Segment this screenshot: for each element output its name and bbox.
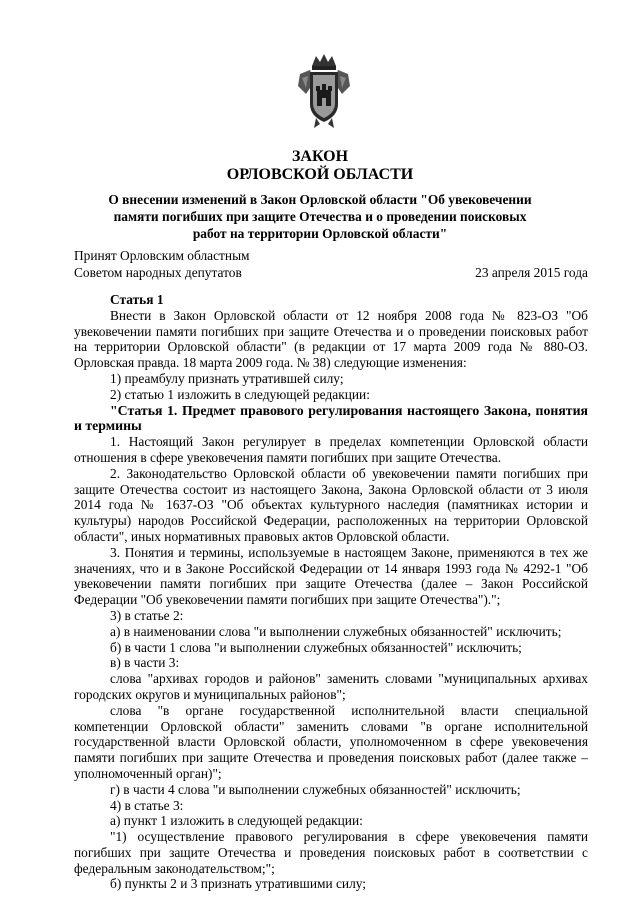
- paragraph: слова "архивах городов и районов" заменить словами "муниципальных архивах городских округов и муниципальных районов";: [74, 671, 588, 702]
- paragraph: 4) в статье 3:: [110, 797, 184, 813]
- adoption-line-2: Советом народных депутатов: [74, 265, 242, 280]
- paragraph: 2) статью 1 изложить в следующей редакции:: [110, 386, 370, 402]
- quoted-article-heading: "Статья 1. Предмет правового регулирования настоящего Закона, понятия и термины: [74, 402, 588, 434]
- paragraph: 2. Законодательство Орловской области об увековечении памяти погибших при защите Отечества состоит из настоящего Закона, Закона Орловской области от 3 июля 2014 года № 1637-ОЗ "Об объектах культурного наследия (памятниках истории и культуры) народов Российской Федерации, расположенных на территории Орловской области", иных нормативных правовых актов Орловской области.: [74, 465, 588, 544]
- paragraph: г) в части 4 слова "и выполнении служебных обязанностей" исключить;: [110, 781, 521, 797]
- paragraph: а) пункт 1 изложить в следующей редакции:: [110, 813, 363, 829]
- adoption-line-1: Принят Орловским областным: [74, 248, 250, 263]
- paragraph: б) в части 1 слова "и выполнении служебных обязанностей" исключить;: [110, 639, 522, 655]
- paragraph: 3. Понятия и термины, используемые в настоящем Законе, применяются в тех же значениях, что и в Законе Российской Федерации от 14 января 1993 года № 4292-1 "Об увековечении памяти погибших при защите Отечества (далее – Закон Российской Федерации "Об увековечении памяти погибших при защите Отечества").";: [74, 544, 588, 608]
- article-heading: Статья 1: [110, 292, 164, 307]
- coat-of-arms-emblem: [296, 52, 352, 132]
- paragraph: "1) осуществление правового регулирования в сфере увековечения памяти погибших при защите Отечества и проведения поисковых работ в соответствии с федеральным законодательством;";: [74, 829, 588, 876]
- paragraph: а) в наименовании слова "и выполнении служебных обязанностей" исключить;: [110, 623, 562, 639]
- paragraph: 3) в статье 2:: [110, 607, 184, 623]
- paragraph: Внести в Закон Орловской области от 12 ноября 2008 года № 823-ОЗ "Об увековечении памяти погибших при защите Отечества и о проведении поисковых работ на территории Орловской области" (в редакции от 17 марта 2009 года № 880-ОЗ. Орловская правда. 18 марта 2009 года. № 38) следующие изменения:: [74, 307, 588, 371]
- paragraph: 1. Настоящий Закон регулирует в пределах компетенции Орловской области отношения в сфере увековечения памяти погибших при защите Отечества.: [74, 434, 588, 465]
- law-region-title: ОРЛОВСКОЙ ОБЛАСТИ: [226, 166, 414, 183]
- paragraph: слова "в органе государственной исполнительной власти специальной компетенции Орловской области" заменить словами "в органе исполнительной государственной власти Орловской области, уполномоченном в сфере увековечения памяти погибших при защите Отечества и проведения поисковых работ (далее также – уполномоченный орган)";: [74, 702, 588, 781]
- paragraph: в) в части 3:: [110, 655, 180, 671]
- paragraph: 1) преамбулу признать утратившей силу;: [110, 370, 344, 386]
- adoption-block: [74, 247, 250, 281]
- adoption-date: 23 апреля 2015 года: [475, 265, 588, 280]
- law-title: ЗАКОН: [291, 148, 349, 165]
- document-body: [74, 292, 588, 892]
- law-subtitle: О внесении изменений в Закон Орловской области "Об увековечении памяти погибших при защите Отечества и о проведении поисковых работ на территории Орловской области": [108, 192, 532, 241]
- paragraph: б) пункты 2 и 3 признать утратившими силу;: [110, 876, 366, 892]
